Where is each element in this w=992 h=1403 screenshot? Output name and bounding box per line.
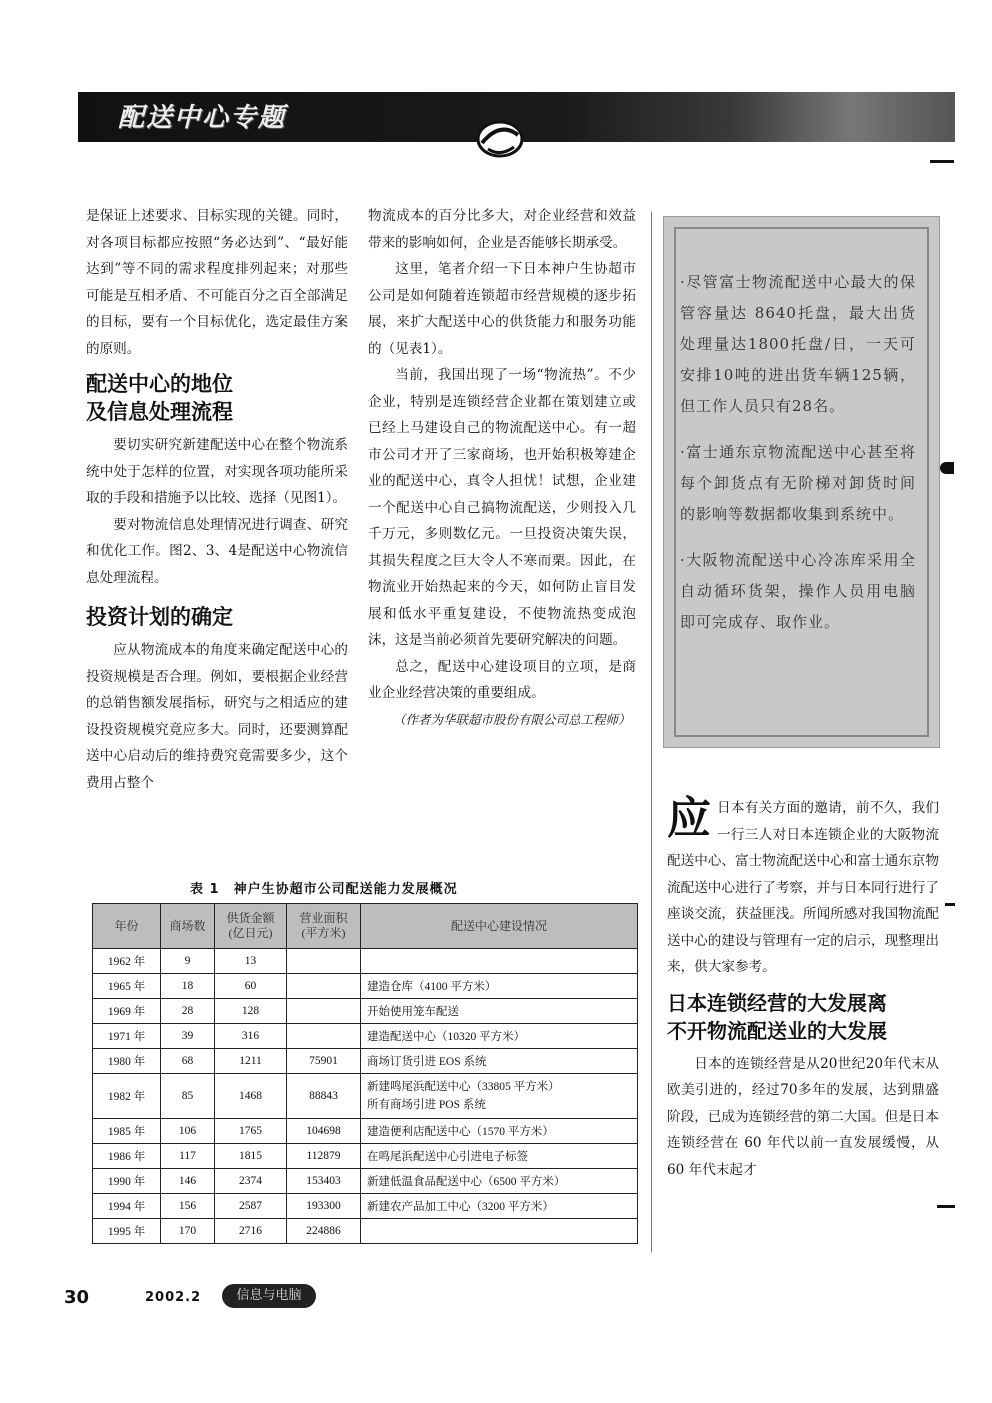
table-cell: 156 (161, 1194, 215, 1219)
paragraph: 要对物流信息处理情况进行调查、研究和优化工作。图2、3、4是配送中心物流信息处理流程。 (86, 516, 348, 586)
table-row (93, 1194, 638, 1219)
table-cell: 1971 年 (93, 1024, 161, 1049)
table-cell (287, 949, 361, 974)
table-cell: 1995 年 (93, 1219, 161, 1244)
table-cell: 新建农产品加工中心（3200 平方米） (361, 1194, 638, 1219)
table-cell: 商场订货引进 EOS 系统 (361, 1049, 638, 1074)
paragraph: 总之，配送中心建设项目的立项，是商业企业经营决策的重要组成。 (368, 658, 636, 701)
table-cell: 建造配送中心（10320 平方米） (361, 1024, 638, 1049)
table-header-cell: 年份 (93, 904, 161, 949)
table-cell: 18 (161, 974, 215, 999)
issue-date: 2002.2 (145, 1290, 202, 1305)
paragraph: 物流成本的百分比多大，对企业经营和效益带来的影响如何，企业是否能够长期承受。 (368, 208, 636, 251)
table-header-cell: 营业面积 (平方米) (287, 904, 361, 949)
table-cell: 316 (215, 1024, 287, 1049)
table-cell: 39 (161, 1024, 215, 1049)
table-cell: 13 (215, 949, 287, 974)
heading-line: 日本连锁经营的大发展离 (667, 990, 887, 1015)
sidebar-paragraph: ·尽管富士物流配送中心最大的保管容量达 8640托盘，最大出货处理量达1800托盘/日，一天可安排10吨的进出货车辆125辆，但工作人员只有28名。 (680, 273, 916, 415)
table-row (93, 1144, 638, 1169)
table-cell: 1980 年 (93, 1049, 161, 1074)
table-cell: 2587 (215, 1194, 287, 1219)
table-header-cell: 商场数 (161, 904, 215, 949)
margin-mark (940, 462, 954, 474)
table-cell: 146 (161, 1169, 215, 1194)
right-column (667, 795, 939, 1183)
heading-line: 配送中心的地位 (86, 372, 233, 396)
middle-column (368, 203, 636, 733)
table-cell: 1965 年 (93, 974, 161, 999)
sidebar-paragraph: ·富士通东京物流配送中心甚至将每个卸货点有无阶梯对卸货时间的影响等数据都收集到系统中。 (680, 443, 916, 523)
margin-mark (937, 1205, 955, 1208)
table-header-row (93, 904, 638, 949)
table-cell: 112879 (287, 1144, 361, 1169)
section-heading: 投资计划的确定 (86, 605, 233, 629)
table-cell (287, 999, 361, 1024)
table-cell: 1969 年 (93, 999, 161, 1024)
table-cell: 2716 (215, 1219, 287, 1244)
heading-line: 及信息处理流程 (86, 400, 233, 424)
table-cell: 1815 (215, 1144, 287, 1169)
paragraph: 日本的连锁经营是从20世纪20年代末从欧美引进的，经过70多年的发展，达到鼎盛阶段，已成为连锁经营的第二大国。但是日本连锁经营在 60 年代以前一直发展缓慢，从 60 年代末起才 (667, 1055, 939, 1178)
table-cell: 170 (161, 1219, 215, 1244)
paragraph: 日本有关方面的邀请，前不久，我们一行三人对日本连锁企业的大阪物流配送中心、富士物流配送中心和富士通东京物流配送中心进行了考察，并与日本同行进行了座谈交流，获益匪浅。所闻所感对我国物流配送中心的建设与管理有一定的启示，现整理出来，供大家参考。 (667, 800, 939, 975)
table-cell: 新建鸣尾浜配送中心（33805 平方米） 所有商场引进 POS 系统 (361, 1074, 638, 1119)
paragraph: 要切实研究新建配送中心在整个物流系统中处于怎样的位置，对实现各项功能所采取的手段和措施予以比较、选择（见图1）。 (86, 437, 348, 506)
paragraph: 这里，笔者介绍一下日本神户生协超市公司是如何随着连锁超市经营规模的逐步拓展，来扩大配送中心的供货能力和服务功能的（见表1）。 (368, 261, 636, 357)
table-cell: 128 (215, 999, 287, 1024)
table-cell: 28 (161, 999, 215, 1024)
table-cell: 85 (161, 1074, 215, 1119)
table-cell (287, 1024, 361, 1049)
page-number: 30 (64, 1287, 90, 1308)
column-divider (651, 212, 652, 1252)
table-cell: 88843 (287, 1074, 361, 1119)
table-cell (361, 1219, 638, 1244)
table-cell: 153403 (287, 1169, 361, 1194)
table-cell: 1986 年 (93, 1144, 161, 1169)
table-header-cell: 配送中心建设情况 (361, 904, 638, 949)
table-cell: 193300 (287, 1194, 361, 1219)
paragraph: 应从物流成本的角度来确定配送中心的投资规模是否合理。例如，要根据企业经营的总销售额发展指标，研究与之相适应的建设投资规模究竟应多大。同时，还要测算配送中心启动后的维持费究竟需要多少，这个费用占整个 (86, 642, 348, 791)
table-row (93, 1119, 638, 1144)
section-heading (86, 370, 348, 426)
margin-mark (930, 160, 954, 163)
table-row (93, 1074, 638, 1119)
table-cell: 1468 (215, 1074, 287, 1119)
author-note: （作者为华联超市股份有限公司总工程师） (393, 711, 631, 727)
section-heading (667, 989, 939, 1045)
table-cell (361, 949, 638, 974)
table-cell: 117 (161, 1144, 215, 1169)
table-row (93, 1169, 638, 1194)
table-cell: 2374 (215, 1169, 287, 1194)
table-cell: 新建低温食品配送中心（6500 平方米） (361, 1169, 638, 1194)
heading-line: 不开物流配送业的大发展 (667, 1018, 887, 1043)
magazine-name: 信息与电脑 (222, 1284, 316, 1308)
table-cell: 1985 年 (93, 1119, 161, 1144)
table-cell: 建造仓库（4100 平方米） (361, 974, 638, 999)
table-cell: 建造便利店配送中心（1570 平方米） (361, 1119, 638, 1144)
table-cell: 9 (161, 949, 215, 974)
table-cell (287, 974, 361, 999)
sidebar-paragraph: ·大阪物流配送中心冷冻库采用全自动循环货架，操作人员用电脑即可完成存、取作业。 (680, 551, 916, 631)
drop-cap: 应 (667, 793, 711, 844)
table-cell: 1962 年 (93, 949, 161, 974)
paragraph: 当前，我国出现了一场“物流热”。不少企业，特别是连锁经营企业都在策划建立或已经上马建设自己的物流配送中心。有一超市公司才开了三家商场，也开始积极筹建企业的配送中心，真令人担忧！试想，企业建一个配送中心自己搞物流配送，少则投入几千万元，多则数亿元。一旦投资决策失误，其损失程度之巨大令人不寒而栗。因此，在物流业开始热起来的今天，如何防止盲目发展和低水平重复建设，不使物流热变成泡沫，这是当前必须首先要研究解决的问题。 (368, 367, 636, 648)
table-cell: 在鸣尾浜配送中心引进电子标签 (361, 1144, 638, 1169)
data-table (92, 903, 638, 1244)
column-logo-icon (470, 113, 528, 161)
table-row (93, 974, 638, 999)
table-cell: 224886 (287, 1219, 361, 1244)
table-cell: 75901 (287, 1049, 361, 1074)
table-cell: 106 (161, 1119, 215, 1144)
table-cell: 1990 年 (93, 1169, 161, 1194)
table-cell: 1982 年 (93, 1074, 161, 1119)
table-row (93, 1219, 638, 1244)
table-cell: 1765 (215, 1119, 287, 1144)
table-row (93, 1024, 638, 1049)
table-header-cell: 供货金额 (亿日元) (215, 904, 287, 949)
table-cell: 68 (161, 1049, 215, 1074)
table-cell: 60 (215, 974, 287, 999)
table-cell: 1994 年 (93, 1194, 161, 1219)
table-cell: 开始使用笼车配送 (361, 999, 638, 1024)
sidebar-text (680, 252, 916, 653)
table-row (93, 999, 638, 1024)
left-column (86, 203, 348, 796)
table-row (93, 949, 638, 974)
table-caption: 表 1 神户生协超市公司配送能力发展概况 (190, 882, 458, 897)
table-row (93, 1049, 638, 1074)
margin-mark (945, 903, 955, 906)
table-cell: 1211 (215, 1049, 287, 1074)
paragraph: 是保证上述要求、目标实现的关键。同时，对各项目标都应按照“务必达到”、“最好能达到”等不同的需求程度排列起来；对那些可能是互相矛盾、不可能百分之百全部满足的目标，要有一个目标优化，选定最佳方案的原则。 (86, 208, 348, 357)
table-cell: 104698 (287, 1119, 361, 1144)
section-title: 配送中心专题 (118, 103, 287, 133)
